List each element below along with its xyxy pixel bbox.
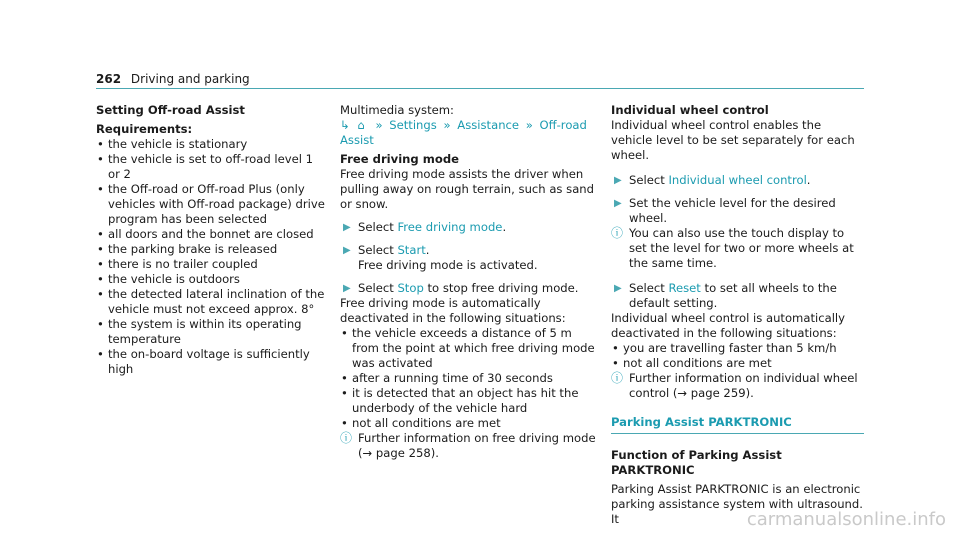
info-icon: ⓘ bbox=[611, 371, 624, 385]
parktronic-function-title: Function of Parking Assist PARKTRONIC bbox=[611, 448, 782, 477]
requirements-label: Requirements: bbox=[96, 122, 193, 136]
free-driving-title: Free driving mode bbox=[340, 152, 459, 166]
parktronic-desc: Parking Assist PARKTRONIC is an electronic parking assistance system with ultrasound. It bbox=[611, 482, 863, 526]
list-item: • the vehicle is outdoors bbox=[96, 272, 326, 287]
list-item: • the vehicle is set to off-road level 1 or 2 bbox=[96, 152, 326, 182]
play-arrow-icon: ▶ bbox=[343, 245, 351, 256]
menu-assistance-link[interactable]: Assistance bbox=[457, 118, 520, 132]
list-item: • it is detected that an object has hit the underbody of the vehicle hard bbox=[340, 386, 602, 416]
list-item: • after a running time of 30 seconds bbox=[340, 371, 602, 386]
info-icon: ⓘ bbox=[340, 431, 353, 445]
menu-intro: Multimedia system: bbox=[340, 103, 454, 117]
step-item: ▶ Select Free driving mode. bbox=[343, 220, 507, 234]
list-item: • the vehicle is stationary bbox=[96, 137, 326, 152]
section-title: Driving and parking bbox=[130, 72, 250, 86]
watermark: carmanualsonline.info bbox=[746, 509, 946, 530]
menu-path bbox=[340, 118, 602, 148]
play-arrow-icon: ▶ bbox=[343, 283, 351, 294]
step-item: ▶ Select Individual wheel control. bbox=[614, 173, 811, 187]
list-item: • the detected lateral inclination of the vehicle must not exceed approx. 8° bbox=[96, 287, 326, 317]
deactivation-text: Individual wheel control is automatically deactivated in the following situations: bbox=[611, 311, 846, 340]
info-note: ⓘ Further information on individual wheel control (→ page 259). bbox=[611, 371, 858, 400]
free-driving-mode-link[interactable]: Free driving mode bbox=[397, 220, 503, 234]
step-item: ▶ Select Start. Free driving mode is activated. bbox=[343, 243, 538, 272]
deactivation-list bbox=[340, 326, 602, 431]
requirements-list bbox=[96, 137, 326, 377]
parktronic-section-title: Parking Assist PARKTRONIC bbox=[611, 415, 792, 429]
info-note: ⓘ Further information on free driving mode (→ page 258). bbox=[340, 431, 596, 460]
list-item: • you are travelling faster than 5 km/h bbox=[611, 341, 865, 356]
home-icon[interactable]: ⌂ bbox=[357, 118, 365, 132]
deactivation-text: Free driving mode is automatically deactivated in the following situations: bbox=[340, 296, 566, 325]
list-item: • there is no trailer coupled bbox=[96, 257, 326, 272]
reset-link[interactable]: Reset bbox=[668, 281, 701, 295]
step-item: ▶ Select Stop to stop free driving mode. bbox=[343, 281, 579, 295]
individual-wheel-desc: Individual wheel control enables the vehicle level to be set separately for each wheel. bbox=[611, 118, 855, 162]
page-header bbox=[96, 72, 250, 87]
column-right bbox=[611, 103, 865, 527]
column-left bbox=[96, 103, 326, 377]
list-item: • the system is within its operating temperature bbox=[96, 317, 326, 347]
start-link[interactable]: Start bbox=[397, 243, 426, 257]
step-note: Free driving mode is activated. bbox=[358, 258, 538, 272]
list-item: • the on-board voltage is sufficiently high bbox=[96, 347, 326, 377]
info-icon: ⓘ bbox=[611, 226, 624, 240]
deactivation-list bbox=[611, 341, 865, 371]
individual-wheel-title: Individual wheel control bbox=[611, 103, 769, 117]
setting-offroad-title: Setting Off-road Assist bbox=[96, 103, 245, 117]
menu-settings-link[interactable]: Settings bbox=[389, 118, 437, 132]
list-item: • the vehicle exceeds a distance of 5 m from the point at which free driving mode was activated bbox=[340, 326, 602, 371]
individual-wheel-control-link[interactable]: Individual wheel control bbox=[668, 173, 807, 187]
info-note: ⓘ You can also use the touch display to set the level for two or more wheels at the same time. bbox=[611, 226, 854, 270]
step-item: ▶ Select Reset to set all wheels to the default setting. bbox=[614, 281, 837, 310]
list-item: • the Off-road or Off-road Plus (only vehicles with Off-road package) drive program has been selected bbox=[96, 182, 326, 227]
enter-arrow-icon: ↳ bbox=[340, 118, 350, 132]
page-number: 262 bbox=[96, 72, 122, 86]
stop-link[interactable]: Stop bbox=[397, 281, 424, 295]
play-arrow-icon: ▶ bbox=[614, 283, 622, 294]
chevron-right-icon: » bbox=[375, 118, 383, 132]
column-middle bbox=[340, 103, 602, 461]
play-arrow-icon: ▶ bbox=[343, 222, 351, 233]
list-item: • all doors and the bonnet are closed bbox=[96, 227, 326, 242]
play-arrow-icon: ▶ bbox=[614, 175, 622, 186]
header-rule bbox=[96, 88, 864, 89]
list-item: • the parking brake is released bbox=[96, 242, 326, 257]
menu-offroad-link[interactable]: Off-road Assist bbox=[340, 118, 587, 147]
play-arrow-icon: ▶ bbox=[614, 198, 622, 209]
chevron-right-icon: » bbox=[525, 118, 533, 132]
step-item: ▶ Set the vehicle level for the desired wheel. bbox=[614, 196, 836, 225]
list-item: • not all conditions are met bbox=[340, 416, 602, 431]
chevron-right-icon: » bbox=[443, 118, 451, 132]
list-item: • not all conditions are met bbox=[611, 356, 865, 371]
free-driving-desc: Free driving mode assists the driver when pulling away on rough terrain, such as sand or snow. bbox=[340, 167, 595, 211]
